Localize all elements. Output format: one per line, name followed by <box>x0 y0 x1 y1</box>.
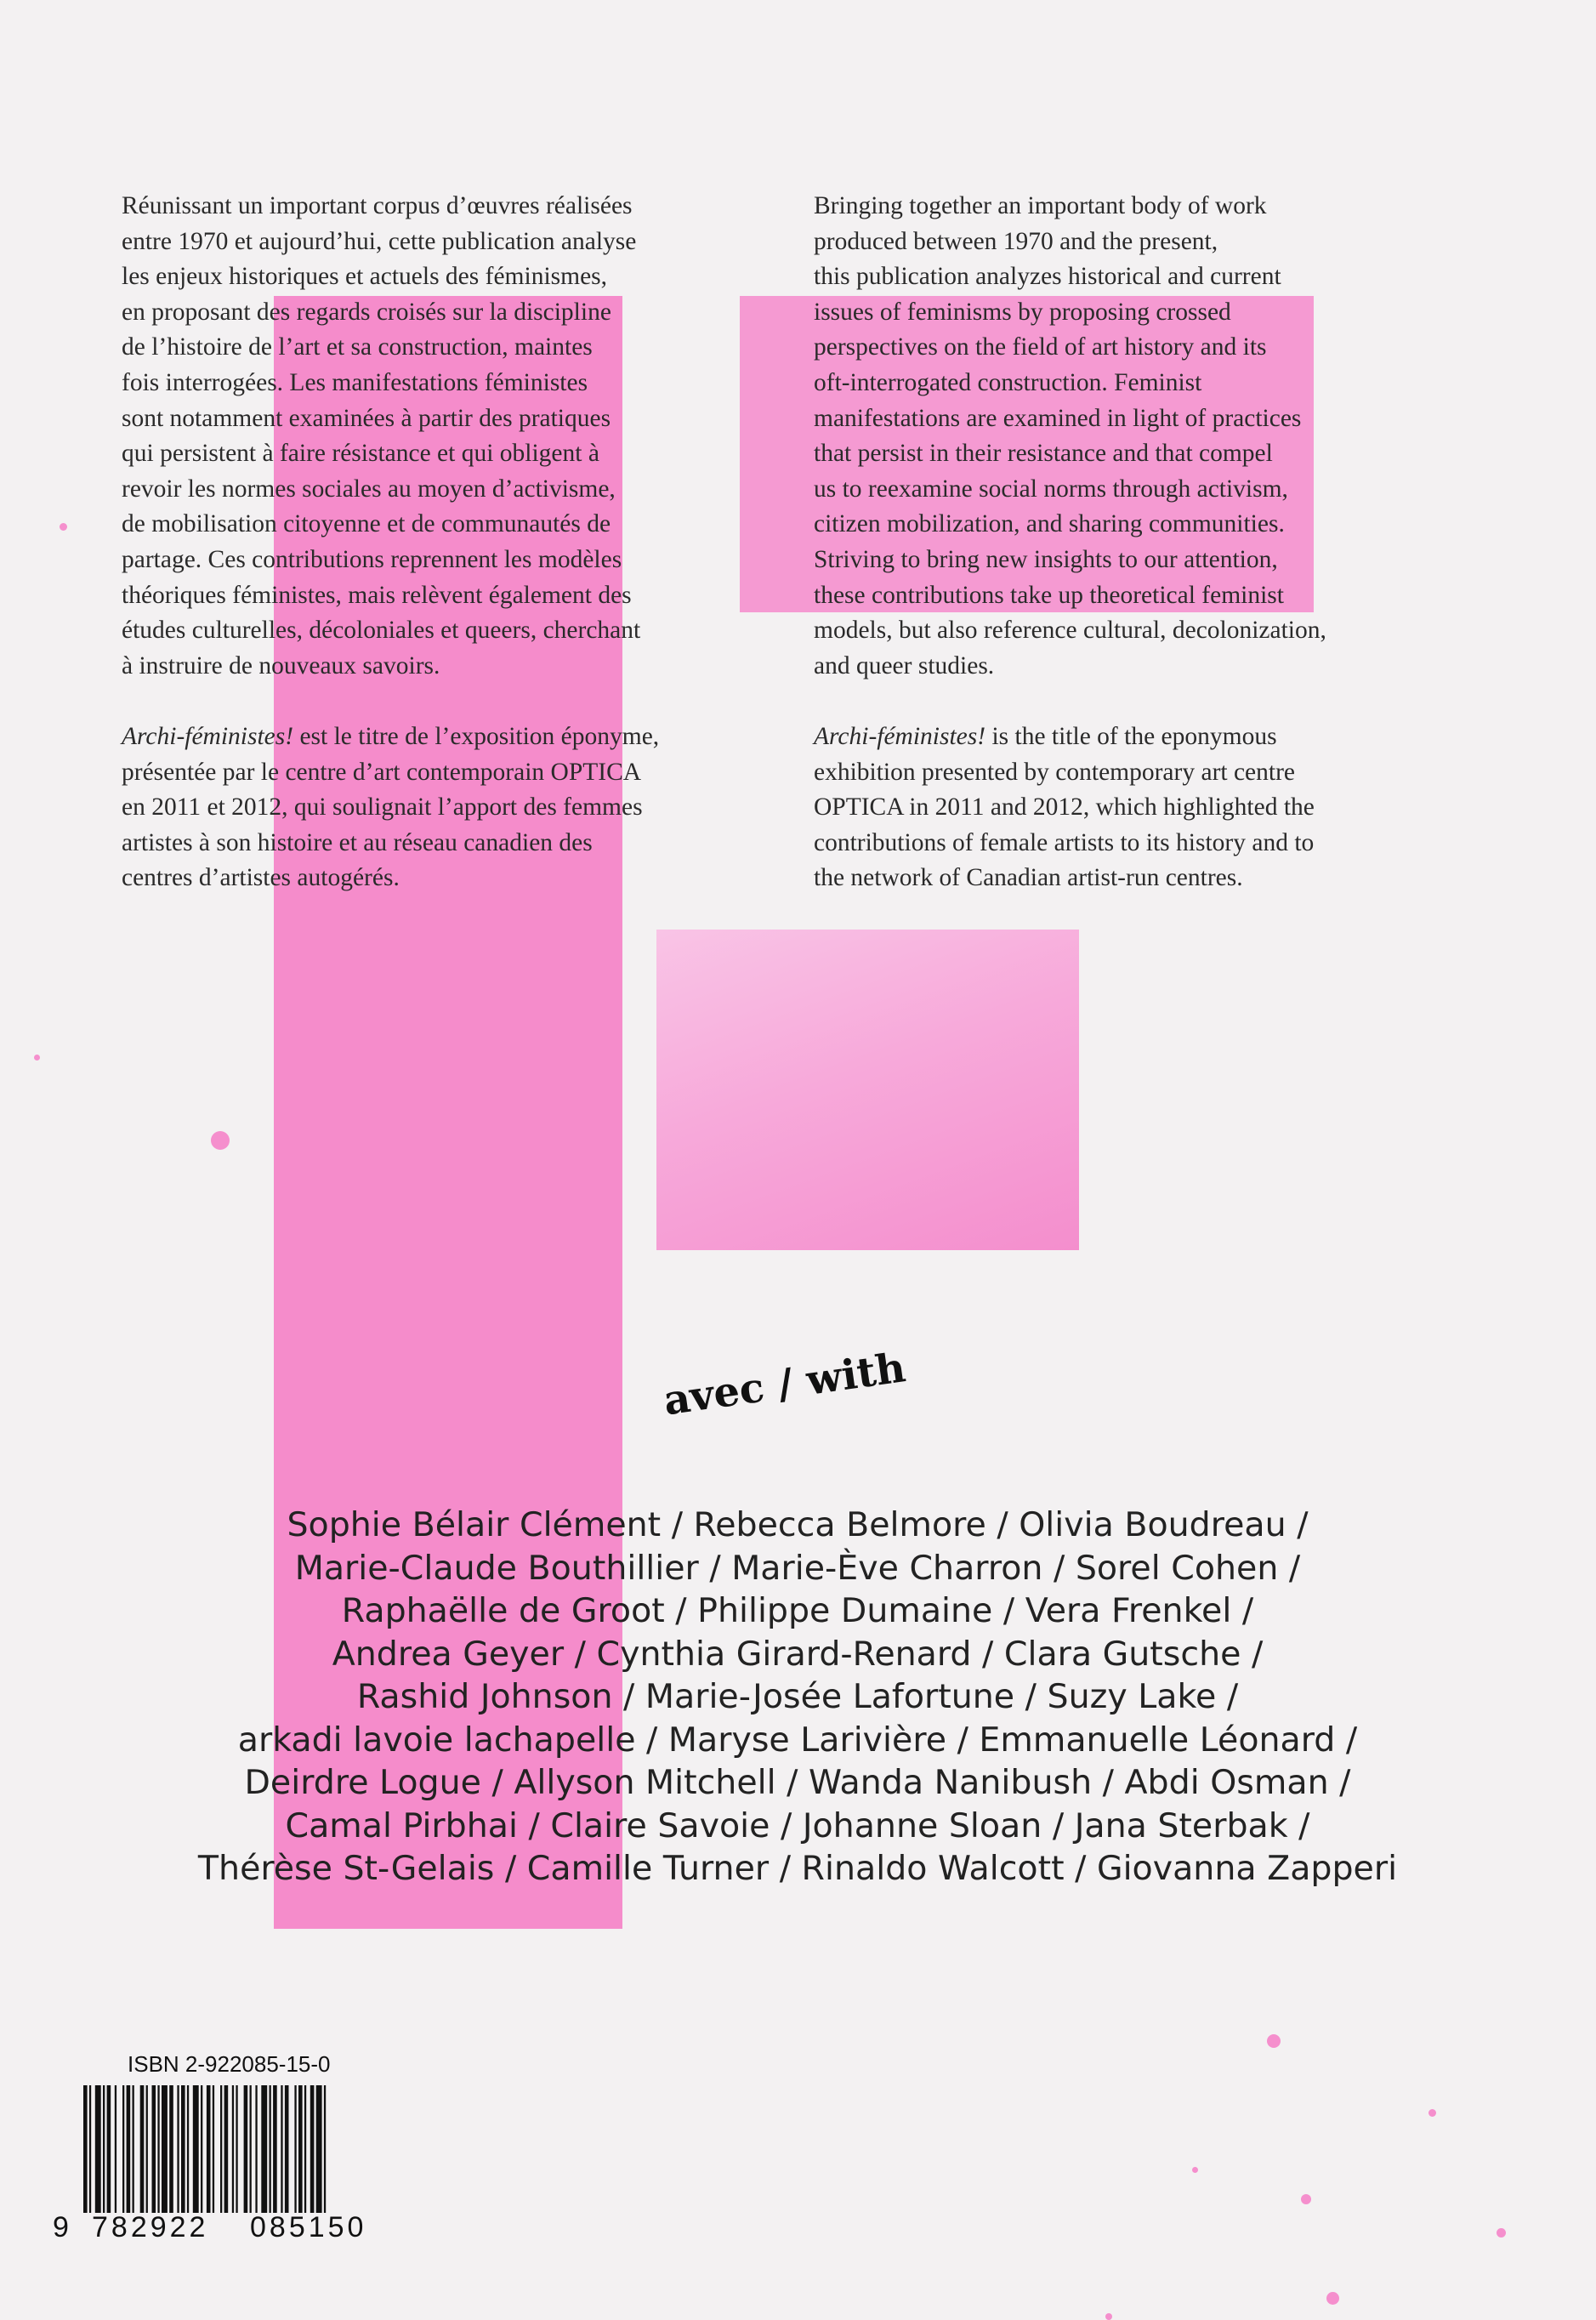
contributors-line: Marie-Claude Bouthillier / Marie-Ève Charron / Sorel Cohen / <box>294 1548 1301 1588</box>
text-line: centres d’artistes autogérés. <box>122 864 400 892</box>
text-line: produced between 1970 and the present, <box>814 227 1218 255</box>
text-line: exhibition presented by contemporary art centre <box>814 758 1296 786</box>
barcode-bar <box>83 2085 88 2213</box>
barcode-bar <box>187 2085 189 2213</box>
barcode-left-digits: 782922 <box>92 2211 209 2243</box>
pink-speck <box>1497 2228 1506 2238</box>
pink-speck <box>34 1055 40 1060</box>
barcode-bar <box>220 2085 222 2213</box>
barcode-bar <box>133 2085 134 2213</box>
barcode-bar <box>310 2085 315 2213</box>
barcode-bar <box>177 2085 179 2213</box>
barcode-bar <box>193 2085 199 2213</box>
barcode-bar <box>255 2085 257 2213</box>
barcode-bar <box>157 2085 159 2213</box>
text-line: présentée par le centre d’art contemporain OPTICA <box>122 758 642 786</box>
pink-square <box>656 930 1079 1250</box>
barcode-bar <box>273 2085 277 2213</box>
text-line: fois interrogées. Les manifestations féministes <box>122 368 588 396</box>
barcode-bar <box>95 2085 101 2213</box>
text-fragment: est le titre de l’exposition éponyme, <box>293 722 660 750</box>
contributors-line: Sophie Bélair Clément / Rebecca Belmore / Olivia Boudreau / <box>287 1505 1309 1544</box>
barcode-bar <box>236 2085 237 2213</box>
english-paragraph-1 <box>814 189 1460 684</box>
pink-speck <box>211 1131 230 1150</box>
text-line: entre 1970 et aujourd’hui, cette publication analyse <box>122 227 637 255</box>
text-line: citizen mobilization, and sharing communities. <box>814 510 1285 538</box>
barcode-bar <box>122 2085 124 2213</box>
barcode-bar <box>201 2085 202 2213</box>
barcode-right-digits: 085150 <box>250 2211 367 2243</box>
barcode-bar <box>162 2085 168 2213</box>
text-line: OPTICA in 2011 and 2012, which highlighted the <box>814 793 1315 822</box>
barcode-bar <box>261 2085 267 2213</box>
text-line: perspectives on the field of art history and its <box>814 333 1267 361</box>
barcode-bar <box>146 2085 148 2213</box>
contributors-line: arkadi lavoie lachapelle / Maryse Larivière / Emmanuelle Léonard / <box>237 1720 1358 1760</box>
text-line: théoriques féministes, mais relèvent également des <box>122 581 632 609</box>
barcode-bar <box>298 2085 303 2213</box>
barcode-bar <box>294 2085 296 2213</box>
text-line: les enjeux historiques et actuels des féminismes, <box>122 263 608 291</box>
barcode-bar <box>140 2085 145 2213</box>
pink-speck <box>60 523 67 531</box>
contributors-line: Deirdre Logue / Allyson Mitchell / Wanda Nanibush / Abdi Osman / <box>244 1763 1351 1802</box>
text-line: en 2011 et 2012, qui soulignait l’apport des femmes <box>122 793 643 822</box>
contributors-line: Rashid Johnson / Marie-Josée Lafortune / Suzy Lake / <box>356 1677 1239 1716</box>
barcode-bar <box>250 2085 252 2213</box>
text-line: these contributions take up theoretical feminist <box>814 581 1284 609</box>
barcode-bar <box>281 2085 282 2213</box>
barcode-first-digit: 9 <box>53 2211 69 2243</box>
english-text-column <box>814 189 1460 931</box>
text-line: us to reexamine social norms through activism, <box>814 475 1288 503</box>
text-line: à instruire de nouveaux savoirs. <box>122 651 440 680</box>
exhibition-title: Archi-féministes! <box>122 722 294 750</box>
text-line: artistes à son histoire et au réseau canadien des <box>122 828 593 856</box>
french-paragraph-2 <box>122 719 768 896</box>
text-line: Réunissant un important corpus d’œuvres réalisées <box>122 192 633 219</box>
text-line: that persist in their resistance and that compel <box>814 440 1273 468</box>
barcode-bar <box>127 2085 131 2213</box>
barcode-bar <box>316 2085 322 2213</box>
barcode-bar <box>304 2085 306 2213</box>
contributors-line: Raphaëlle de Groot / Philippe Dumaine / Vera Frenkel / <box>341 1591 1254 1630</box>
contributors-line: Andrea Geyer / Cynthia Girard-Renard / Clara Gutsche / <box>332 1634 1264 1674</box>
text-line: the network of Canadian artist-run centres. <box>814 864 1243 892</box>
text-line: Striving to bring new insights to our attention, <box>814 545 1278 573</box>
text-line: de mobilisation citoyenne et de communautés de <box>122 510 611 538</box>
pink-speck <box>1192 2167 1198 2173</box>
text-line: qui persistent à faire résistance et qui obligent à <box>122 440 599 468</box>
text-line <box>814 719 1460 755</box>
french-paragraph-1 <box>122 189 768 684</box>
barcode-bar <box>181 2085 185 2213</box>
pink-speck <box>1301 2194 1311 2204</box>
text-line: manifestations are examined in light of practices <box>814 404 1302 432</box>
pink-speck <box>1105 2313 1112 2320</box>
avec-with-heading: avec / with <box>661 1344 909 1425</box>
barcode-bar <box>169 2085 173 2213</box>
text-line: études culturelles, décoloniales et queers, cherchant <box>122 617 641 645</box>
contributors-line: Thérèse St-Gelais / Camille Turner / Rinaldo Walcott / Giovanna Zapperi <box>197 1849 1398 1888</box>
text-line: issues of feminisms by proposing crossed <box>814 298 1231 326</box>
french-text-column <box>122 189 768 931</box>
barcode-bar <box>244 2085 248 2213</box>
pink-speck <box>1267 2034 1281 2048</box>
pink-speck <box>1326 2292 1339 2305</box>
barcode-bar <box>285 2085 289 2213</box>
text-line: de l’histoire de l’art et sa construction, maintes <box>122 333 593 361</box>
english-paragraph-2 <box>814 719 1460 896</box>
barcode-bar <box>115 2085 116 2213</box>
exhibition-title: Archi-féministes! <box>814 722 986 750</box>
barcode-bar <box>207 2085 211 2213</box>
text-line: and queer studies. <box>814 651 995 680</box>
barcode-icon <box>83 2085 406 2213</box>
contributors-list <box>117 1504 1478 1891</box>
barcode-bar <box>107 2085 111 2213</box>
text-fragment: is the title of the eponymous <box>985 722 1277 750</box>
barcode-bar <box>224 2085 229 2213</box>
barcode-bar <box>232 2085 234 2213</box>
text-line: Bringing together an important body of work <box>814 192 1267 219</box>
text-line: models, but also reference cultural, decolonization, <box>814 617 1326 645</box>
text-line: oft-interrogated construction. Feminist <box>814 368 1202 396</box>
text-line: this publication analyzes historical and current <box>814 263 1281 291</box>
isbn-label: ISBN 2-922085-15-0 <box>128 2051 331 2077</box>
barcode-bar <box>213 2085 214 2213</box>
barcode-bar <box>152 2085 156 2213</box>
text-line: partage. Ces contributions reprennent les modèles <box>122 545 622 573</box>
text-line <box>122 719 768 755</box>
text-line: en proposant des regards croisés sur la discipline <box>122 298 611 326</box>
barcode-bar <box>89 2085 91 2213</box>
text-line: sont notamment examinées à partir des pratiques <box>122 404 611 432</box>
pink-speck <box>1428 2109 1436 2117</box>
text-line: revoir les normes sociales au moyen d’activisme, <box>122 475 616 503</box>
barcode-bar <box>324 2085 326 2213</box>
contributors-line: Camal Pirbhai / Claire Savoie / Johanne Sloan / Jana Sterbak / <box>285 1805 1310 1845</box>
barcode-bar <box>103 2085 105 2213</box>
barcode-bar <box>270 2085 271 2213</box>
text-line: contributions of female artists to its history and to <box>814 828 1315 856</box>
